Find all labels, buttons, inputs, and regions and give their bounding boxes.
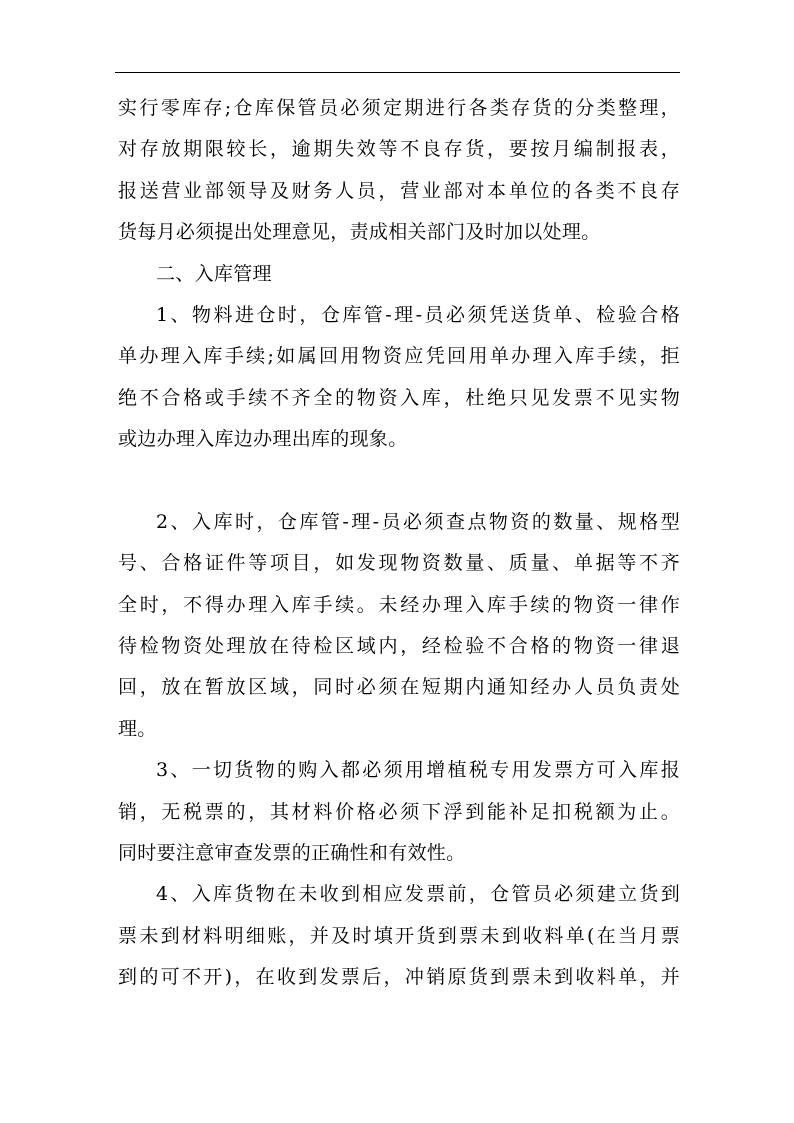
text-line: 或边办理入库边办理出库的现象。 xyxy=(118,428,408,451)
text-line: 2、入库时，仓库管-理-员必须查点物资的数量、规格型 xyxy=(156,510,680,533)
text-line: 理。 xyxy=(118,717,157,740)
section-heading: 二、入库管理 xyxy=(156,262,272,285)
text-line: 销，无税票的，其材料价格必须下浮到能补足扣税额为止。 xyxy=(118,800,680,823)
text-line: 待检物资处理放在待检区域内，经检验不合格的物资一律退 xyxy=(118,635,680,658)
text-line: 号、合格证件等项目，如发现物资数量、质量、单据等不齐 xyxy=(118,552,680,575)
text-line: 全时，不得办理入库手续。未经办理入库手续的物资一律作 xyxy=(118,593,680,616)
text-line: 同时要注意审查发票的正确性和有效性。 xyxy=(118,842,466,865)
paragraph-gap xyxy=(118,461,680,502)
header-rule xyxy=(115,72,680,73)
text-line: 4、入库货物在未收到相应发票前，仓管员必须建立货到 xyxy=(156,883,680,906)
text-line: 货每月必须提出处理意见，责成相关部门及时加以处理。 xyxy=(118,221,601,244)
text-line: 报送营业部领导及财务人员，营业部对本单位的各类不良存 xyxy=(118,179,680,202)
text-line: 3、一切货物的购入都必须用增植税专用发票方可入库报 xyxy=(156,759,680,782)
text-line: 实行零库存;仓库保管员必须定期进行各类存货的分类整理， xyxy=(118,97,680,119)
text-line: 对存放期限较长，逾期失效等不良存货，要按月编制报表， xyxy=(118,138,680,161)
text-line: 回，放在暂放区域，同时必须在短期内通知经办人员负责处 xyxy=(118,676,680,699)
text-line: 1、物料进仓时，仓库管-理-员必须凭送货单、检验合格 xyxy=(156,303,680,326)
text-line: 绝不合格或手续不齐全的物资入库，杜绝只见发票不见实物 xyxy=(118,386,680,409)
text-line: 单办理入库手续;如属回用物资应凭回用单办理入库手续，拒 xyxy=(118,345,680,368)
text-line: 票未到材料明细账，并及时填开货到票未到收料单(在当月票 xyxy=(118,924,680,947)
text-line: 到的可不开)，在收到发票后，冲销原货到票未到收料单，并 xyxy=(118,966,680,989)
body-text xyxy=(118,88,680,999)
